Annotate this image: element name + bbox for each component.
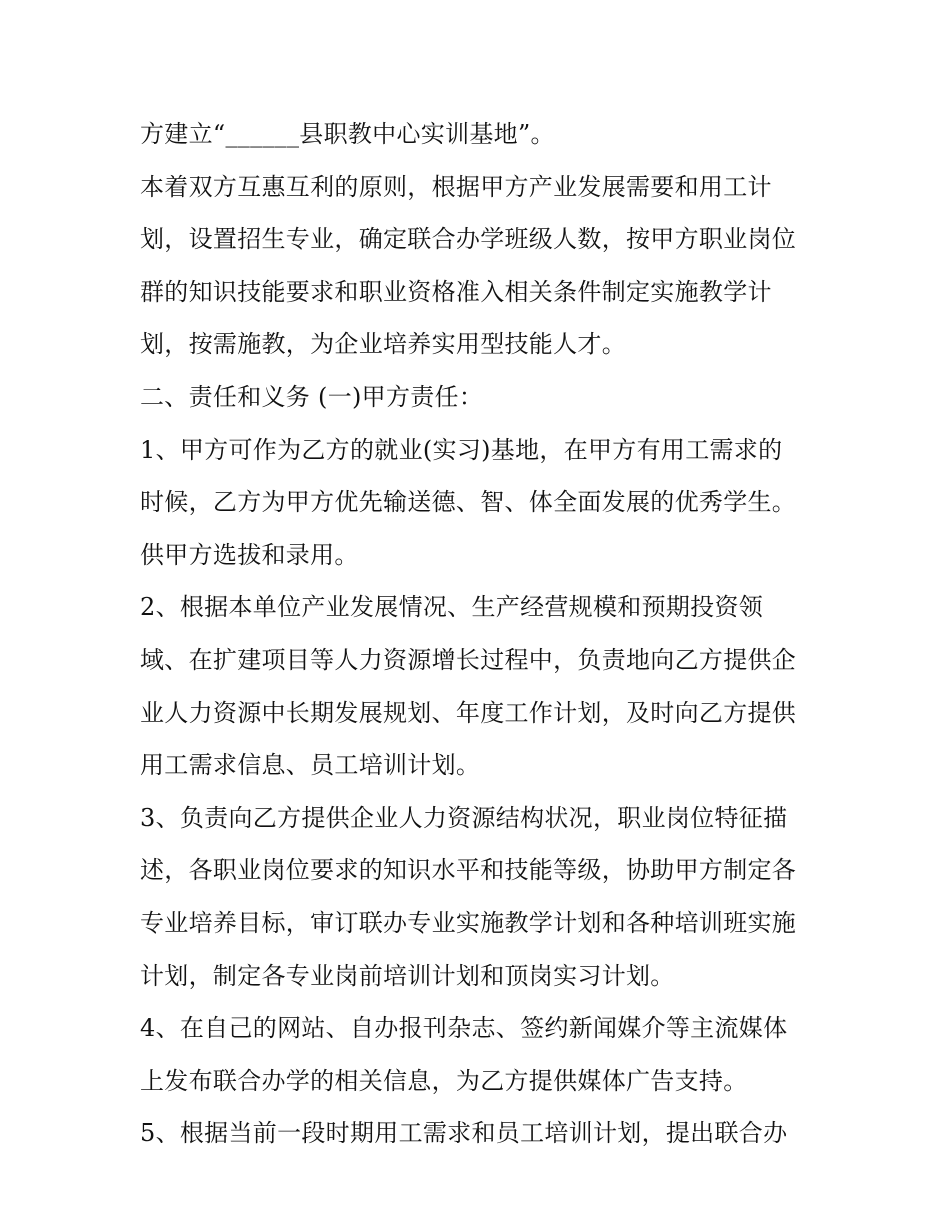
text-line: 业人力资源中长期发展规划、年度工作计划，及时向乙方提供: [140, 698, 797, 727]
text-line: 方建立“______县职教中心实训基地”。: [140, 120, 555, 148]
text-line: 1、甲方可作为乙方的就业(实习)基地，在甲方有用工需求的: [140, 435, 783, 464]
text-line: 时候，乙方为甲方优先输送德、智、体全面发展的优秀学生。: [140, 488, 797, 517]
text-line: 专业培养目标，审订联办专业实施教学计划和各种培训班实施: [140, 908, 797, 937]
text-line: 群的知识技能要求和职业资格准入相关条件制定实施教学计: [140, 277, 772, 306]
text-line: 划，按需施教，为企业培养实用型技能人才。: [140, 330, 626, 359]
text-line: 供甲方选拔和录用。: [140, 540, 359, 569]
text-line: 2、根据本单位产业发展情况、生产经营规模和预期投资领: [140, 593, 764, 622]
section-heading: 二、责任和义务 (一)甲方责任：: [140, 382, 484, 411]
text-line: 计划，制定各专业岗前培训计划和顶岗实习计划。: [140, 961, 675, 990]
text-line: 上发布联合办学的相关信息，为乙方提供媒体广告支持。: [140, 1066, 748, 1095]
text-line: 划，设置招生专业，确定联合办学班级人数，按甲方职业岗位: [140, 225, 797, 254]
text-line: 述，各职业岗位要求的知识水平和技能等级，协助甲方制定各: [140, 856, 797, 885]
document-body: [140, 108, 820, 1160]
text-line: 域、在扩建项目等人力资源增长过程中，负责地向乙方提供企: [140, 645, 797, 674]
text-line: 本着双方互惠互利的原则，根据甲方产业发展需要和用工计: [140, 172, 772, 201]
text-line: 用工需求信息、员工培训计划。: [140, 751, 481, 780]
text-line: 4、在自己的网站、自办报刊杂志、签约新闻媒介等主流媒体: [140, 1014, 788, 1043]
text-line: 3、负责向乙方提供企业人力资源结构状况，职业岗位特征描: [140, 803, 788, 832]
text-line: 5、根据当前一段时期用工需求和员工培训计划，提出联合办: [140, 1119, 788, 1148]
